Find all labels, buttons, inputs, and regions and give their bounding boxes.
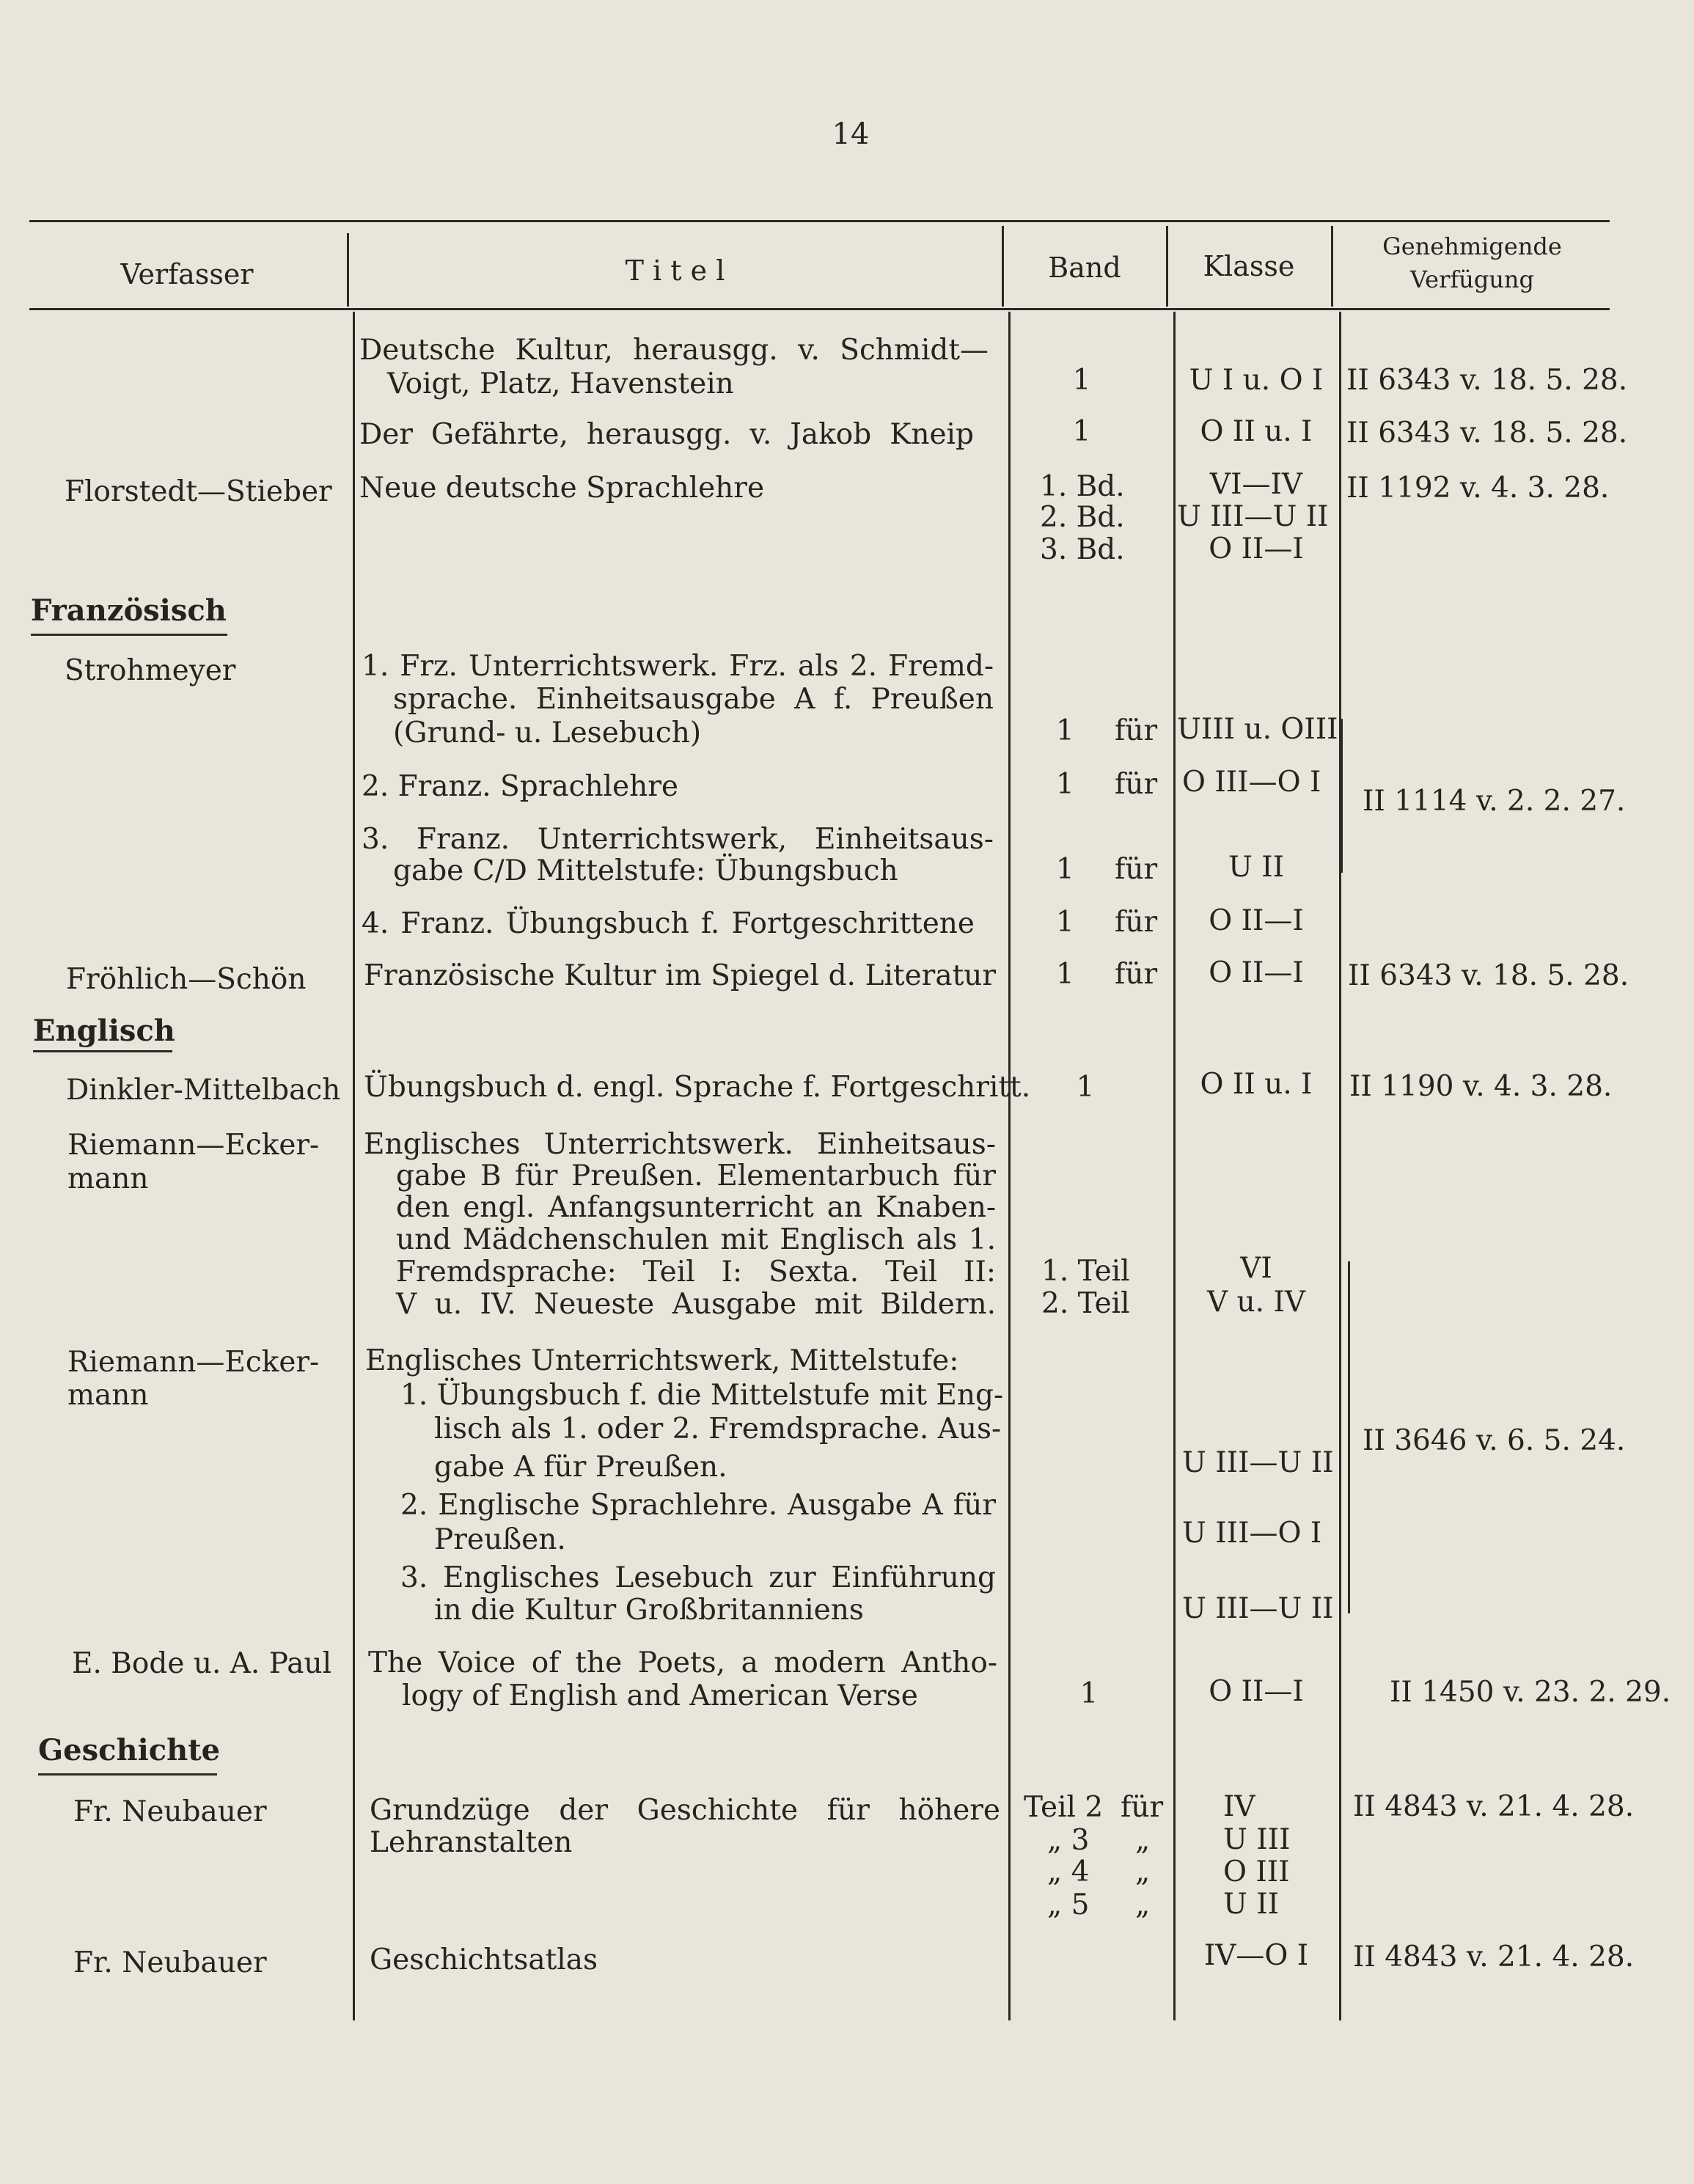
row9-verfasser: Dinkler-Mittelbach xyxy=(66,1074,341,1107)
row2-band: 1 xyxy=(1072,415,1091,448)
column-rule-klasse xyxy=(1339,312,1341,2020)
row9-band: 1 xyxy=(1076,1071,1095,1104)
group-frz-verfuegung: II 1114 v. 2. 2. 27. xyxy=(1363,785,1626,818)
row4-band: 1 xyxy=(1056,714,1074,747)
row1-klasse: U I u. O I xyxy=(1189,364,1324,397)
row11-titel-line6: Preußen. xyxy=(434,1523,566,1556)
row10-titel-line5: Fremdsprache: Teil I: Sexta. Teil II: xyxy=(396,1256,996,1289)
row13-verfuegung: II 4843 v. 21. 4. 28. xyxy=(1353,1790,1635,1823)
row7-klasse: O II—I xyxy=(1209,904,1304,937)
row14-titel: Geschichtsatlas xyxy=(370,1943,598,1976)
row11-titel-line1: Englisches Unterrichtswerk, Mittelstufe: xyxy=(365,1344,959,1377)
row11-verfasser-line1: Riemann—Ecker- xyxy=(67,1346,320,1379)
row3-klasse-1: VI—IV xyxy=(1209,468,1303,501)
row14-verfuegung: II 4843 v. 21. 4. 28. xyxy=(1353,1941,1635,1974)
row13-klasse-1: IV xyxy=(1223,1790,1255,1823)
group-bracket-engl xyxy=(1348,1261,1350,1613)
header-bottom-rule xyxy=(29,308,1610,310)
row1-verfuegung: II 6343 v. 18. 5. 28. xyxy=(1346,364,1628,397)
row11-titel-line3: lisch als 1. oder 2. Fremdsprache. Aus- xyxy=(434,1412,1002,1445)
row8-fuer: für xyxy=(1115,958,1158,991)
header-col-sep xyxy=(1166,226,1168,307)
group-bracket-frz xyxy=(1341,719,1343,873)
row9-verfuegung: II 1190 v. 4. 3. 28. xyxy=(1349,1070,1613,1103)
header-verfuegung-line2: Verfügung xyxy=(1409,265,1535,293)
row2-verfuegung: II 6343 v. 18. 5. 28. xyxy=(1346,417,1628,450)
row8-klasse: O II—I xyxy=(1209,956,1304,989)
row10-titel-line3: den engl. Anfangsunterricht an Knaben- xyxy=(396,1191,996,1224)
row6-klasse: U II xyxy=(1228,851,1285,884)
row8-titel: Französische Kultur im Spiegel d. Literatur xyxy=(364,959,996,992)
row13-band-3: „ 4 xyxy=(1047,1855,1090,1888)
header-top-rule xyxy=(29,220,1610,222)
row9-titel: Übungsbuch d. engl. Sprache f. Fortgeschritt. xyxy=(364,1071,1031,1104)
header-col-sep xyxy=(347,233,349,307)
row6-band: 1 xyxy=(1056,853,1074,886)
row11-klasse-1: U III—U II xyxy=(1182,1446,1334,1479)
section-heading-geschichte: Geschichte xyxy=(38,1733,221,1767)
row10-titel-line2: gabe B für Preußen. Elementarbuch für xyxy=(396,1159,996,1192)
row4-klasse: UIII u. OIII xyxy=(1177,713,1338,746)
page-number: 14 xyxy=(832,117,870,151)
section-underline xyxy=(38,1773,217,1776)
row4-titel-line2: sprache. Einheitsausgabe A f. Preußen xyxy=(393,683,994,716)
row11-titel-line4: gabe A für Preußen. xyxy=(434,1451,727,1484)
row12-verfasser: E. Bode u. A. Paul xyxy=(72,1647,332,1680)
row12-verfuegung: II 1450 v. 23. 2. 29. xyxy=(1390,1676,1671,1709)
row10-titel-line6: V u. IV. Neueste Ausgabe mit Bildern. xyxy=(396,1288,996,1321)
row1-titel-line2: Voigt, Platz, Havenstein xyxy=(387,367,734,400)
row10-band-1: 1. Teil xyxy=(1041,1255,1130,1288)
row4-verfasser: Strohmeyer xyxy=(65,654,236,687)
header-verfuegung-line1: Genehmigende xyxy=(1382,232,1562,260)
row11-titel-line8: in die Kultur Großbritanniens xyxy=(434,1594,864,1627)
section-heading-franzoesisch: Französisch xyxy=(31,593,227,628)
group-engl-verfuegung: II 3646 v. 6. 5. 24. xyxy=(1363,1424,1626,1457)
row7-band: 1 xyxy=(1056,906,1074,939)
row3-band-2: 2. Bd. xyxy=(1040,501,1125,534)
row4-titel-line1: 1. Frz. Unterrichtswerk. Frz. als 2. Fremd- xyxy=(362,650,994,683)
row10-klasse-1: VI xyxy=(1240,1252,1272,1285)
row5-fuer: für xyxy=(1115,768,1158,801)
row9-klasse: O II u. I xyxy=(1200,1068,1313,1101)
column-rule-band xyxy=(1173,312,1176,2020)
row11-verfasser-line2: mann xyxy=(67,1379,149,1412)
row12-titel-line2: logy of English and American Verse xyxy=(402,1679,918,1712)
row2-klasse: O II u. I xyxy=(1200,415,1313,448)
row3-band-1: 1. Bd. xyxy=(1040,470,1125,503)
row3-verfuegung: II 1192 v. 4. 3. 28. xyxy=(1346,472,1610,505)
row8-band: 1 xyxy=(1056,958,1074,991)
row13-titel-line2: Lehranstalten xyxy=(370,1826,573,1859)
row12-titel-line1: The Voice of the Poets, a modern Antho- xyxy=(368,1646,997,1679)
row13-band-3-fuer: „ xyxy=(1135,1855,1151,1888)
header-klasse: Klasse xyxy=(1203,250,1295,282)
row13-band-1-fuer: für xyxy=(1121,1791,1164,1824)
row14-verfasser: Fr. Neubauer xyxy=(73,1946,267,1979)
row6-fuer: für xyxy=(1115,853,1158,886)
row11-titel-line7: 3. Englisches Lesebuch zur Einführung xyxy=(400,1561,996,1594)
row8-verfuegung: II 6343 v. 18. 5. 28. xyxy=(1348,959,1629,992)
row8-verfasser: Fröhlich—Schön xyxy=(66,963,307,996)
row6-titel-line1: 3. Franz. Unterrichtswerk, Einheitsaus- xyxy=(362,823,994,856)
header-col-sep xyxy=(1002,226,1004,307)
row3-klasse-3: O II—I xyxy=(1209,532,1304,565)
section-heading-englisch: Englisch xyxy=(33,1014,175,1048)
row4-titel-line3: (Grund- u. Lesebuch) xyxy=(393,717,702,750)
row2-titel: Der Gefährte, herausgg. v. Jakob Kneip xyxy=(359,418,974,451)
row4-fuer: für xyxy=(1115,714,1158,747)
row10-klasse-2: V u. IV xyxy=(1206,1286,1306,1319)
row10-band-2: 2. Teil xyxy=(1041,1287,1130,1320)
row7-titel: 4. Franz. Übungsbuch f. Fortgeschrittene xyxy=(362,907,975,940)
header-band: Band xyxy=(1048,252,1121,284)
row6-titel-line2: gabe C/D Mittelstufe: Übungsbuch xyxy=(393,854,898,887)
header-col-sep xyxy=(1331,226,1333,307)
row5-titel: 2. Franz. Sprachlehre xyxy=(362,770,678,803)
section-underline xyxy=(31,634,227,636)
column-rule-verfasser xyxy=(353,312,355,2020)
row10-titel-line1: Englisches Unterrichtswerk. Einheitsaus- xyxy=(364,1128,996,1161)
row13-band-4-fuer: „ xyxy=(1135,1888,1151,1921)
header-verfasser: Verfasser xyxy=(120,258,254,290)
row7-fuer: für xyxy=(1115,906,1158,939)
row1-band: 1 xyxy=(1072,364,1091,397)
row13-klasse-3: O III xyxy=(1223,1855,1290,1888)
row10-verfasser-line1: Riemann—Ecker- xyxy=(67,1129,320,1162)
row11-titel-line5: 2. Englische Sprachlehre. Ausgabe A für xyxy=(400,1489,996,1522)
row10-verfasser-line2: mann xyxy=(67,1162,149,1195)
row1-titel-line1: Deutsche Kultur, herausgg. v. Schmidt— xyxy=(359,334,989,367)
row11-titel-line2: 1. Übungsbuch f. die Mittelstufe mit Eng- xyxy=(400,1379,1004,1412)
row12-klasse: O II—I xyxy=(1209,1675,1304,1708)
row3-verfasser: Florstedt—Stieber xyxy=(65,475,332,508)
section-underline xyxy=(33,1050,172,1052)
row13-klasse-2: U III xyxy=(1223,1823,1291,1856)
row3-titel: Neue deutsche Sprachlehre xyxy=(359,472,765,505)
row13-band-2-fuer: „ xyxy=(1135,1824,1151,1857)
row13-verfasser: Fr. Neubauer xyxy=(73,1795,267,1828)
row13-klasse-4: U II xyxy=(1223,1888,1280,1921)
row5-band: 1 xyxy=(1056,768,1074,801)
row11-klasse-2: U III—O I xyxy=(1182,1517,1322,1550)
row12-band: 1 xyxy=(1079,1677,1099,1710)
row14-klasse: IV—O I xyxy=(1203,1939,1309,1972)
row3-band-3: 3. Bd. xyxy=(1040,533,1125,566)
row11-klasse-3: U III—U II xyxy=(1182,1592,1334,1625)
row13-titel-line1: Grundzüge der Geschichte für höhere xyxy=(370,1794,1000,1827)
column-rule-titel xyxy=(1008,312,1011,2020)
row10-titel-line4: und Mädchenschulen mit Englisch als 1. xyxy=(396,1223,996,1256)
header-titel: T i t e l xyxy=(625,254,725,287)
row3-klasse-2: U III—U II xyxy=(1177,500,1329,533)
row13-band-1: Teil 2 xyxy=(1024,1791,1104,1824)
row13-band-4: „ 5 xyxy=(1047,1888,1090,1921)
row13-band-2: „ 3 xyxy=(1047,1824,1090,1857)
row5-klasse: O III—O I xyxy=(1182,766,1321,799)
